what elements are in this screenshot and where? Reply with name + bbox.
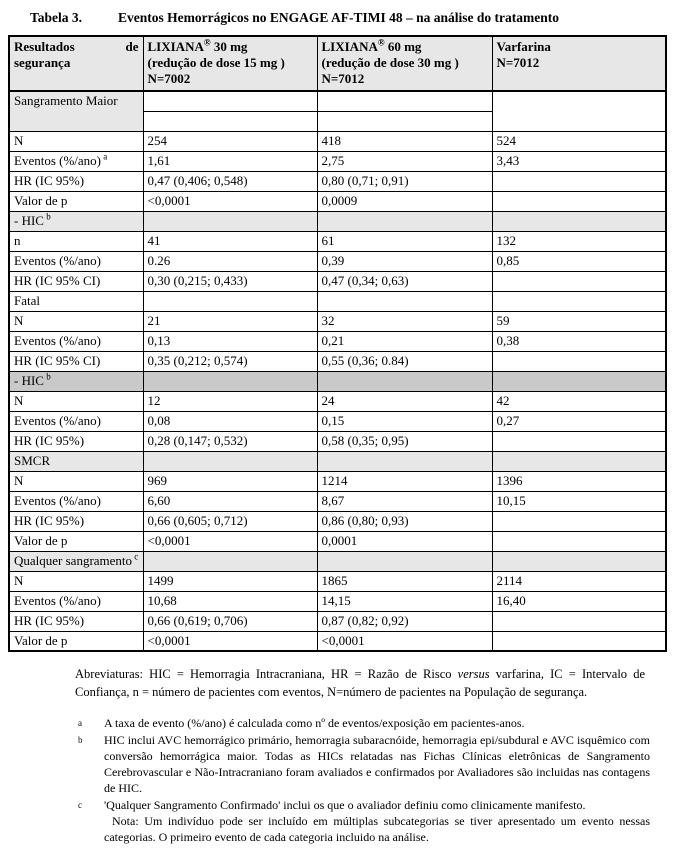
section-row [9,551,666,571]
row-label-cell: Valor de p [9,191,143,211]
value-cell: 0,66 (0,605; 0,712) [143,511,317,531]
value-cell: 0,47 (0,406; 0,548) [143,171,317,191]
footnote-text [104,715,650,731]
table-body [9,91,666,651]
value-cell: 0,13 [143,331,317,351]
empty-cell [143,91,317,111]
data-row [9,591,666,611]
value-cell: 0,86 (0,80; 0,93) [317,511,492,531]
data-row [9,271,666,291]
value-cell: 0,38 [492,331,666,351]
empty-cell [143,211,317,231]
header-cell-line: N=7002 [147,71,191,86]
row-label-cell: HR (IC 95%) [9,171,143,191]
value-cell: 0,15 [317,411,492,431]
value-cell: 254 [143,131,317,151]
data-row [9,331,666,351]
data-row [9,471,666,491]
footnote-marker: b [43,211,51,222]
value-cell: 0,58 (0,35; 0,95) [317,431,492,451]
row-label-cell: Eventos (%/ano) [9,491,143,511]
brand-name: LIXIANA [321,39,378,54]
footnote-text [104,797,650,845]
empty-cell [317,291,492,311]
row-label-cell: HR (IC 95%) [9,431,143,451]
value-cell: <0,0001 [143,191,317,211]
row-label-cell: Eventos (%/ano) $^a$ [9,151,143,171]
value-cell [492,351,666,371]
footnote-item [78,732,650,796]
footnote-marker: c [78,800,82,810]
header-cell-line: N=7012 [496,55,540,70]
results-table [8,35,667,652]
value-cell: 3,43 [492,151,666,171]
value-cell: 24 [317,391,492,411]
value-cell: 32 [317,311,492,331]
header-cell-results [9,36,143,91]
value-cell: <0,0001 [143,631,317,651]
data-row [9,611,666,631]
value-cell [492,531,666,551]
footnotes [78,715,650,845]
value-cell: 0,0001 [317,531,492,551]
abbreviations-text-post: varfarina, IC = Intervalo de Confiança, n = número de pacientes com eventos, N=número de pacientes na População de segurança. [75,667,645,699]
footnote-text-line: A taxa de evento (%/ano) é calculada como nº de eventos/exposição em pacientes-anos. [104,716,525,730]
abbreviations-text-italic: versus [457,667,490,681]
data-row [9,171,666,191]
row-label-cell: Eventos (%/ano) [9,331,143,351]
value-cell: 21 [143,311,317,331]
data-row [9,391,666,411]
row-label-cell: N [9,311,143,331]
value-cell [492,171,666,191]
section-row [9,371,666,391]
row-label-cell: HR (IC 95% CI) [9,271,143,291]
value-cell [492,611,666,631]
abbreviations-paragraph [75,665,645,701]
value-cell: 1499 [143,571,317,591]
empty-cell [317,551,492,571]
header-cell-lixiana-60 [317,36,492,91]
value-cell: 0.26 [143,251,317,271]
value-cell: 1865 [317,571,492,591]
empty-cell [143,291,317,311]
value-cell: 0,39 [317,251,492,271]
value-cell [492,271,666,291]
header-cell-varfarina [492,36,666,91]
row-label-cell: Qualquer sangramento $^c$ [9,551,143,571]
footnote-marker: c [132,551,139,562]
row-label-cell: N [9,131,143,151]
data-row [9,411,666,431]
value-cell: 0,47 (0,34; 0,63) [317,271,492,291]
value-cell [492,191,666,211]
header-cell-line: N=7012 [321,71,365,86]
empty-cell [317,211,492,231]
data-row [9,231,666,251]
header-cell-lixiana-30 [143,36,317,91]
row-label-cell: N [9,471,143,491]
value-cell: 12 [143,391,317,411]
dose-text: 60 mg [384,39,422,54]
row-label-cell: Valor de p [9,531,143,551]
data-row [9,571,666,591]
data-row [9,251,666,271]
data-row [9,311,666,331]
empty-cell [492,211,666,231]
value-cell: 418 [317,131,492,151]
row-label-cell: Sangramento Maior [9,91,143,131]
value-cell: 14,15 [317,591,492,611]
value-cell: 0,66 (0,619; 0,706) [143,611,317,631]
empty-cell [492,551,666,571]
row-label-cell: HR (IC 95%) [9,611,143,631]
empty-cell [143,451,317,471]
empty-cell [317,111,492,131]
header-cell-line [148,39,313,55]
footnote-item [78,715,650,731]
empty-cell [492,91,666,131]
section-row [9,91,666,111]
value-cell [492,631,666,651]
table-caption-label: Tabela 3. [30,10,83,25]
data-row [9,191,666,211]
empty-cell [143,111,317,131]
row-label-cell: SMCR [9,451,143,471]
brand-name: LIXIANA [147,39,204,54]
data-row [9,131,666,151]
header-text: de [125,39,139,54]
footnote-marker: a [101,151,108,162]
footnote-marker: a [78,718,82,728]
row-label-cell: Eventos (%/ano) [9,251,143,271]
row-label-cell: - HIC $^b$ [9,371,143,391]
value-cell: 524 [492,131,666,151]
registered-trademark-icon: ® [377,37,385,48]
value-cell: <0,0001 [143,531,317,551]
row-label-cell: N [9,571,143,591]
header-cell-line: segurança [14,55,71,70]
row-label-cell: Fatal [9,291,143,311]
table-caption [30,9,673,26]
row-label-cell: Eventos (%/ano) [9,591,143,611]
value-cell: 6,60 [143,491,317,511]
value-cell: 0,55 (0,36; 0.84) [317,351,492,371]
header-text: Resultados [14,39,75,54]
value-cell: 0,85 [492,251,666,271]
table-header [9,36,666,91]
value-cell: 0,80 (0,71; 0,91) [317,171,492,191]
row-label-cell: Valor de p [9,631,143,651]
header-cell-line [14,39,139,55]
data-row [9,531,666,551]
data-row [9,431,666,451]
value-cell: 0,0009 [317,191,492,211]
header-cell-line [322,39,488,55]
value-cell: 10,15 [492,491,666,511]
data-row [9,631,666,651]
data-row [9,351,666,371]
value-cell: 0,21 [317,331,492,351]
section-row [9,291,666,311]
dose-text: 30 mg [210,39,248,54]
row-label-cell: Eventos (%/ano) [9,411,143,431]
value-cell: 41 [143,231,317,251]
registered-trademark-icon: ® [203,37,211,48]
data-row [9,151,666,171]
empty-cell [317,371,492,391]
value-cell: 16,40 [492,591,666,611]
data-row [9,511,666,531]
row-label-cell: N [9,391,143,411]
section-row [9,451,666,471]
abbreviations-text-pre: Abreviaturas: HIC = Hemorragia Intracraniana, HR = Razão de Risco [75,667,458,681]
empty-cell [492,291,666,311]
empty-cell [143,371,317,391]
row-label-cell: HR (IC 95%) [9,511,143,531]
value-cell: 0,08 [143,411,317,431]
value-cell: 969 [143,471,317,491]
empty-cell [492,451,666,471]
value-cell: 0,87 (0,82; 0,92) [317,611,492,631]
footnote-marker: b [43,371,51,382]
footnote-text-line: HIC inclui AVC hemorrágico primário, hemorragia subaracnóide, hemorragia epi/subdural e AVC isquêmico com conversão hemorrágica maior. Todas as HICs relatadas nas Fichas Clínicas eletrônicas de Sangramento Cerebrovascular e Não-Intracraniano foram avaliados e confirmados por Avaliadores são incluidas nas contagens de HIC. [104,733,650,795]
value-cell: 0,30 (0,215; 0,433) [143,271,317,291]
row-label-cell: - HIC $^b$ [9,211,143,231]
value-cell: 2114 [492,571,666,591]
value-cell: 1214 [317,471,492,491]
value-cell: 132 [492,231,666,251]
header-cell-line: (redução de dose 30 mg ) [321,55,459,70]
section-row [9,211,666,231]
value-cell: 42 [492,391,666,411]
footnote-text [104,732,650,796]
empty-cell [317,91,492,111]
row-label-cell: n [9,231,143,251]
value-cell: 0,28 (0,147; 0,532) [143,431,317,451]
table-caption-text: Eventos Hemorrágicos no ENGAGE AF-TIMI 48 – na análise do tratamento [118,10,559,25]
header-row [9,36,666,91]
data-row [9,491,666,511]
empty-cell [317,451,492,471]
value-cell: 0,35 (0,212; 0,574) [143,351,317,371]
empty-cell [143,551,317,571]
value-cell: 2,75 [317,151,492,171]
footnote-text-line: 'Qualquer Sangramento Confirmado' inclui os que o avaliador definiu como clinicamente manifesto. [104,798,586,812]
row-label-cell: HR (IC 95% CI) [9,351,143,371]
value-cell [492,431,666,451]
footnote-note: Nota: Um indivíduo pode ser incluído em múltiplas subcategorias se tiver apresentado um evento nessas categorias. O primeiro evento de cada categoria incluido na análise. [104,814,650,844]
header-cell-line: (redução de dose 15 mg ) [147,55,285,70]
footnote-marker: b [78,735,83,745]
value-cell: 59 [492,311,666,331]
value-cell: 1,61 [143,151,317,171]
value-cell: 61 [317,231,492,251]
value-cell: 8,67 [317,491,492,511]
value-cell: 1396 [492,471,666,491]
header-cell-line: Varfarina [496,39,551,54]
value-cell: 10,68 [143,591,317,611]
empty-cell [492,371,666,391]
value-cell: 0,27 [492,411,666,431]
value-cell [492,511,666,531]
value-cell: <0,0001 [317,631,492,651]
footnote-item [78,797,650,845]
